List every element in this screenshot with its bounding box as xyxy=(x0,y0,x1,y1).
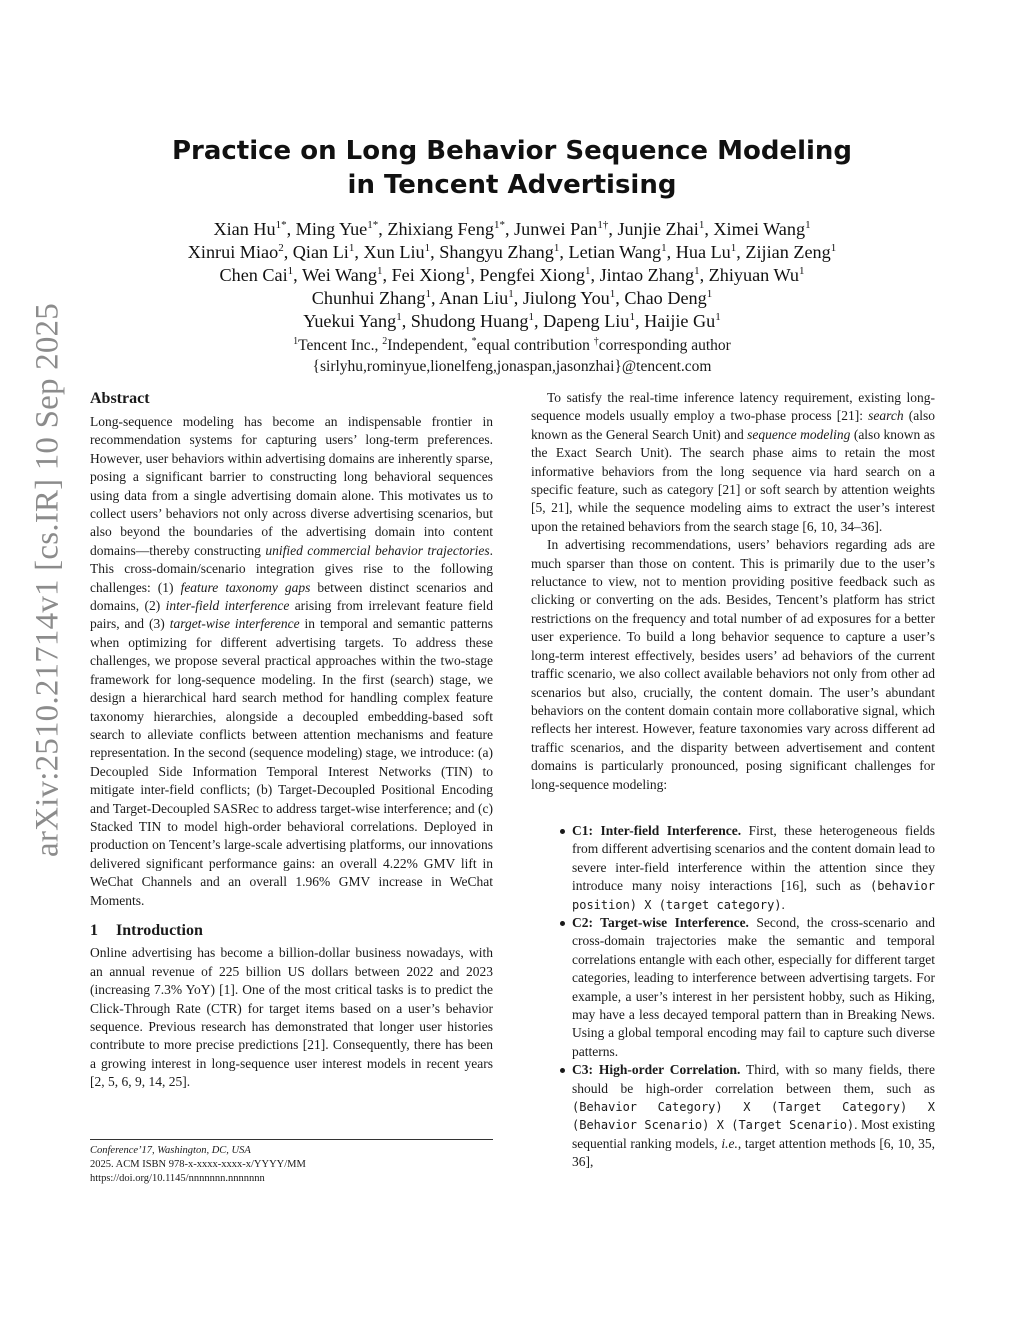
author-affiliation-mark: 1 xyxy=(348,241,355,254)
author-name: Haijie Gu xyxy=(644,311,716,331)
challenge-item: C2: Target-wise Interference. Second, the cross-scenario and cross-domain trajectories make the semantic and temporal correlations entangle with each other, especially for different target categories, leading to interference between advertising targets. For example, a user’s interest in her persistent hobby, such as Hiking, may have a less decayed temporal pattern than in Breaking News. Using a global temporal encoding may fail to capture such diverse patterns. xyxy=(531,914,935,1061)
author-name: Shudong Huang xyxy=(410,311,529,331)
author-affiliation-mark: 1* xyxy=(275,218,287,231)
author-affiliation-mark: 1 xyxy=(629,310,635,323)
author-name: Xinrui Miao xyxy=(187,242,279,262)
challenge-list xyxy=(531,822,935,1172)
author-name: Anan Liu xyxy=(439,288,509,308)
isbn-note: 2025. ACM ISBN 978-x-xxxx-xxxx-x/YYYY/MM xyxy=(90,1159,306,1170)
author-name: Ximei Wang xyxy=(713,219,806,239)
abstract-text: Long-sequence modeling has become an indispensable frontier in recommendation systems for capturing users’ long-term preferences. However, user behaviors within advertising domains are inherently sparse, posing a significant barrier to constructing long behavioral sequences using data from a single advertising domain alone. This motivates us to collect users’ behaviors not only across diverse advertising scenarios, but also beyond the boundaries of the advertising domain into content domains—thereby constructing unified commercial behavior trajectories. This cross-domain/scenario integration gives rise to the following challenges: (1) feature taxonomy gaps between distinct scenarios and domains, (2) inter-field interference arising from irrelevant feature field pairs, and (3) target-wise interference in temporal and semantic patterns when optimizing for different advertising targets. To address these challenges, we propose several practical approaches within the two-stage framework for long-sequence modeling. In the first (search) stage, we design a hierarchical hard search method for handling complex feature taxonomy hierarchies, alongside a decoupled embedding-based soft search to alleviate conflicts between attention mechanisms and feature representation. In the second (sequence modeling) stage, we introduce: (a) Decoupled Side Information Temporal Interest Networks (TIN) to mitigate inter-field conflicts; (b) Target-Decoupled Positional Encoding and Target-Decoupled SASRec to address target-wise interference; and (c) Stacked TIN to model high-order behavioral correlations. Deployed in production on Tencent’s large-scale advertising platforms, our innovations delivered significant performance gains: an overall 4.22% GMV lift in WeChat Channels and an overall 1.96% GMV increase in WeChat Moments. xyxy=(90,414,494,908)
author-affiliation-mark: 1 xyxy=(396,310,402,323)
author-affiliation-mark: 1 xyxy=(799,264,805,277)
author-affiliation-mark: 1† xyxy=(597,218,609,231)
author-affiliation-mark: 1 xyxy=(698,218,705,231)
author-line: Yuekui Yang$^1$, Shudong Huang$^1$, Dapeng Liu$^1$, Haijie Gu$^1$ xyxy=(303,310,721,331)
author-line: Xinrui Miao$^2$, Qian Li$^1$, Xun Liu$^1$, Shangyu Zhang$^1$, Letian Wang$^1$, Hua Lu$^1$, Zijian Zeng$^1$ xyxy=(187,241,837,262)
author-affiliation-mark: 1 xyxy=(585,264,591,277)
section-heading-introduction: 1 Introduction xyxy=(90,921,203,939)
author-name: Chunhui Zhang xyxy=(311,288,426,308)
author-affiliation-mark: 1 xyxy=(508,287,514,300)
author-affiliation-mark: 2 xyxy=(278,241,284,254)
author-affiliation-mark: 1 xyxy=(706,287,713,300)
challenge-item: C1: Inter-field Interference. First, these heterogeneous fields from different advertising scenarios and the content domain lead to severe inter-field interference within the attention since they introduce many noisy interactions [16], such as (behavior position) X (target category). xyxy=(531,822,935,914)
author-name: Dapeng Liu xyxy=(543,311,630,331)
author-name: Hua Lu xyxy=(675,242,731,262)
author-name: Zhiyuan Wu xyxy=(708,265,800,285)
title-line: in Tencent Advertising xyxy=(347,170,677,200)
author-affiliation-mark: 1 xyxy=(287,264,294,277)
author-name: Qian Li xyxy=(292,242,349,262)
author-name: Chen Cai xyxy=(219,265,288,285)
title-line: Practice on Long Behavior Sequence Modeling xyxy=(171,136,853,166)
footnote-divider xyxy=(90,1139,493,1140)
author-name: Xian Hu xyxy=(213,219,276,239)
author-affiliation-mark: 1 xyxy=(376,264,383,277)
author-affiliation-mark: 1 xyxy=(830,241,837,254)
author-name: Jintao Zhang xyxy=(599,265,695,285)
body-paragraph: In advertising recommendations, users’ behaviors regarding ads are much sparser than those on content. This is primarily due to the user’s reluctance to view, not to mention providing positive feedback such as clicking or converting on the ads. Besides, Tencent’s platform has strict restrictions on the frequency and total number of ad exposures for a better user experience. To build a long behavior sequence to capture a user’s long-term interest effectively, besides users’ ad behaviors of the current traffic scenario, we also collect available behaviors not only from other ad scenarios but also, crucially, the content domain. The user’s abundant behaviors on the content domain contain more collaborative signal, which reflects her interest. However, feature taxonomies vary across different ad traffic scenarios, and the disparity between advertisement and content domains is particularly pronounced, posing significant challenges for long-sequence modeling: xyxy=(531,537,935,792)
left-column xyxy=(90,389,493,1092)
doi-note: https://doi.org/10.1145/nnnnnnn.nnnnnnn xyxy=(90,1173,265,1184)
author-affiliation-mark: 1 xyxy=(424,241,431,254)
footnote xyxy=(90,1144,493,1186)
arxiv-stamp xyxy=(0,0,64,1325)
author-name: Wei Wang xyxy=(301,265,377,285)
author-name: Junjie Zhai xyxy=(617,219,699,239)
arxiv-id: arXiv:2510.21714v1 [cs.IR] 10 Sep 2025 xyxy=(29,303,66,857)
paper-title xyxy=(150,134,874,202)
author-affiliation-mark: 1 xyxy=(464,264,471,277)
author-affiliation-mark: 1 xyxy=(528,310,534,323)
author-name: Shangyu Zhang xyxy=(439,242,554,262)
conference-note: Conference’17, Washington, DC, USA xyxy=(90,1145,251,1156)
author-affiliation-mark: 1 xyxy=(730,241,737,254)
author-affiliation-mark: 1 xyxy=(694,264,700,277)
author-affiliation-mark: 1 xyxy=(425,287,431,300)
author-list xyxy=(130,218,894,333)
author-name: Xun Liu xyxy=(363,242,425,262)
author-line: Chunhui Zhang$^1$, Anan Liu$^1$, Jiulong You$^1$, Chao Deng$^1$ xyxy=(311,287,713,308)
author-name: Ming Yue xyxy=(295,219,368,239)
author-affiliation-mark: 1* xyxy=(367,218,379,231)
author-name: Zijian Zeng xyxy=(745,242,831,262)
author-affiliation-mark: 1 xyxy=(715,310,721,323)
author-affiliation-mark: 1* xyxy=(493,218,505,231)
challenge-item: C3: High-order Correlation. Third, with so many fields, there should be high-order correlation between them, such as (Behavior Category) X (Target Category) X (Behavior Scenario) X (Target Scenario). Most existing sequential ranking models, i.e., target attention methods [6, 10, 35, 36], xyxy=(531,1061,935,1171)
author-affiliation-mark: 1 xyxy=(661,241,667,254)
author-name: Letian Wang xyxy=(568,242,662,262)
author-affiliation-mark: 1 xyxy=(609,287,616,300)
introduction-paragraph: Online advertising has become a billion-dollar business nowadays, with an annual revenue of 225 billion US dollars between 2022 and 2023 (increasing 7.3% YoY) [1]. One of the most critical tasks is to predict the Click-Through Rate (CTR) for target items based on a user’s behavior sequence. Previous research has demonstrated that longer user histories contribute to more precise predictions [21]. Consequently, there has been a growing interest in long-sequence user interest models in recent years [2, 5, 6, 9, 14, 25]. xyxy=(90,945,493,1090)
author-emails: {sirlyhu,rominyue,lionelfeng,jonaspan,jasonzhai}@tencent.com xyxy=(312,358,712,375)
author-name: Pengfei Xiong xyxy=(479,265,585,285)
author-name: Junwei Pan xyxy=(514,219,598,239)
author-name: Zhixiang Feng xyxy=(387,219,494,239)
author-name: Fei Xiong xyxy=(391,265,465,285)
author-line: Xian $Hu^{1*}$, Ming Yue$^{1*}$, Zhixiang Feng$^{1*}$, Junwei Pan$^{1\dagger}$, Junjie Zhai$^1$, Ximei Wang$^1$ xyxy=(213,218,811,239)
body-paragraph: To satisfy the real-time inference latency requirement, existing long-sequence models usually employ a two-phase process [21]: search (also known as the General Search Unit) and sequence modeling (also known as the Exact Search Unit). The search phase aims to retain the most informative behaviors from the long sequence via hard search on a specific feature, such as category [21] or soft search by attention weights [5, 21], while the sequence modeling aims to extract the user’s interest upon the retained behaviors from the search stage [6, 10, 34–36]. xyxy=(531,390,935,534)
affiliations: $^1$Tencent Inc., $^2$Independent, *equal contribution †corresponding author xyxy=(293,335,731,354)
author-name: Yuekui Yang xyxy=(303,311,397,331)
abstract-heading: Abstract xyxy=(90,390,150,407)
author-name: Chao Deng xyxy=(624,288,707,308)
author-affiliation-mark: 1 xyxy=(805,218,811,231)
author-affiliation-mark: 1 xyxy=(553,241,560,254)
author-name: Jiulong You xyxy=(522,288,610,308)
right-column xyxy=(531,389,935,1172)
author-line: Chen Cai$^1$, Wei Wang$^1$, Fei Xiong$^1$, Pengfei Xiong$^1$, Jintao Zhang$^1$, Zhiyuan Wu$^1$ xyxy=(219,264,805,285)
